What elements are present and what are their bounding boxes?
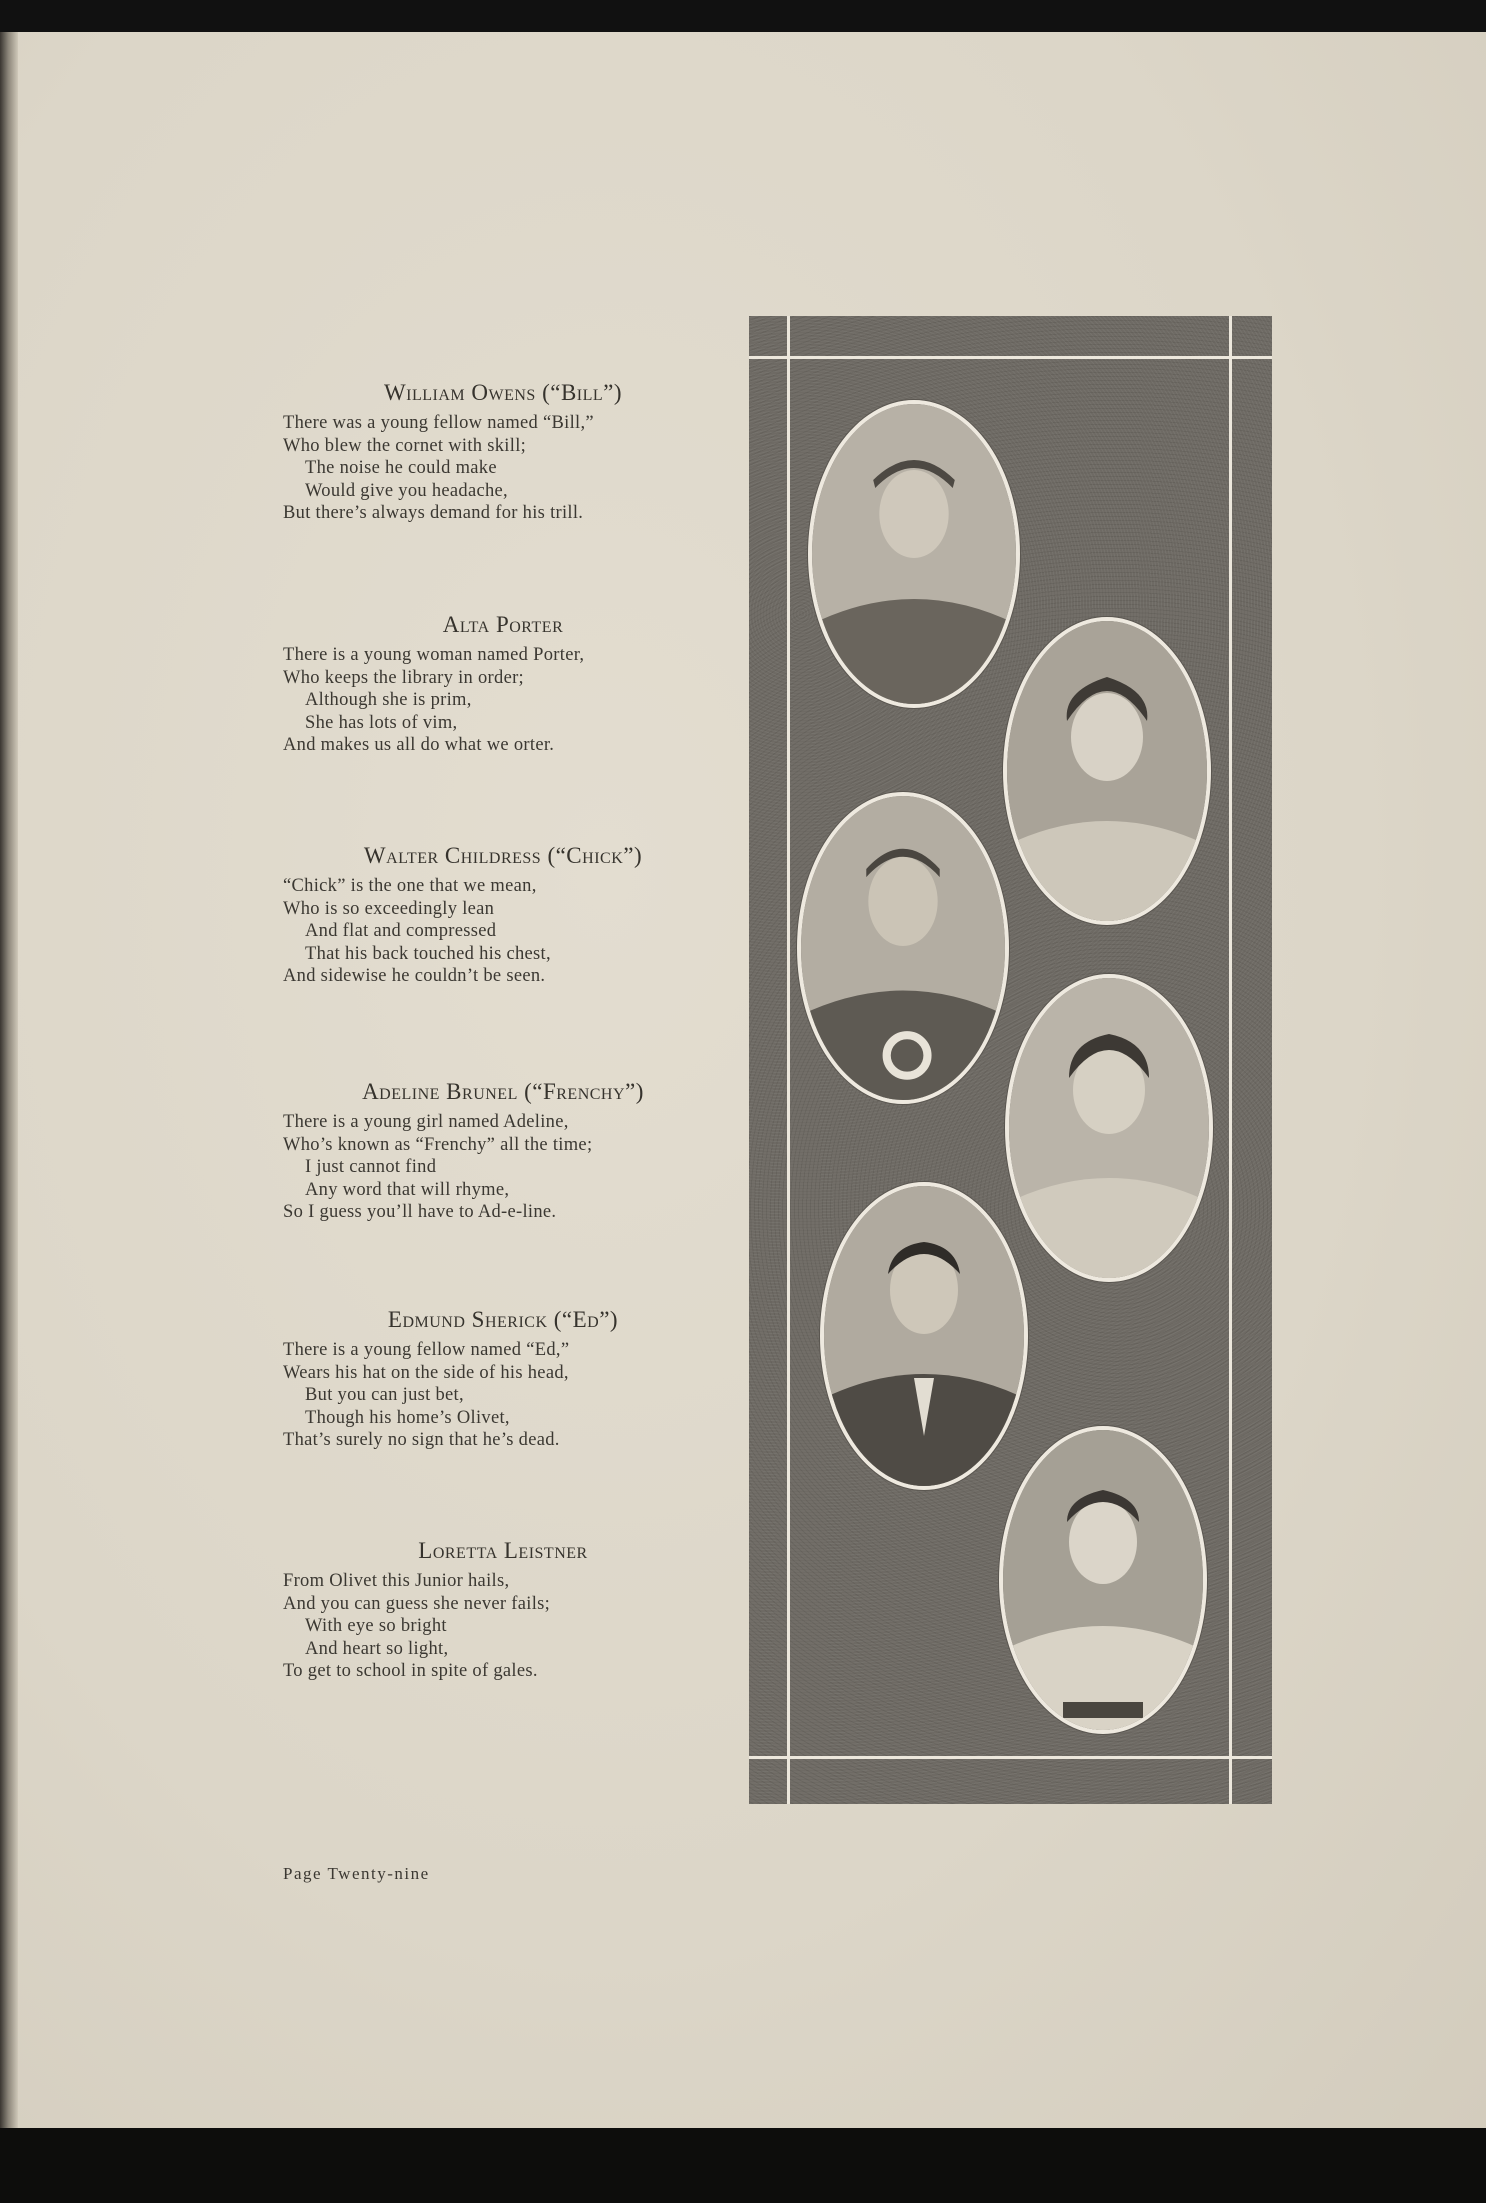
portrait-photo xyxy=(999,1426,1207,1734)
page-binding-edge xyxy=(0,32,18,2128)
verse-line: That’s surely no sign that he’s dead. xyxy=(283,1430,560,1450)
entry-name: William Owens (“Bill”) xyxy=(383,380,623,405)
verse-line: From Olivet this Junior hails, xyxy=(283,1571,510,1591)
entry-name: Loretta Leistner xyxy=(418,1538,588,1563)
portrait-face xyxy=(868,857,937,946)
verse-line: There is a young woman named Porter, xyxy=(283,645,585,665)
scan-top-border xyxy=(0,0,1486,32)
verse-line: To get to school in spite of gales. xyxy=(283,1661,538,1681)
portrait-clothes xyxy=(1009,1178,1209,1278)
entry-alta-porter xyxy=(283,612,723,757)
verse-line: And makes us all do what we orter. xyxy=(283,735,555,755)
panel-rule-bottom xyxy=(749,1756,1272,1759)
verse-line: And you can guess she never fails; xyxy=(283,1593,551,1614)
portrait-photo xyxy=(797,792,1009,1104)
portrait-image xyxy=(1009,978,1209,1278)
entry-walter-childress xyxy=(283,843,723,988)
entry-william-owens xyxy=(283,380,723,525)
portrait-face xyxy=(1069,1500,1137,1584)
verse-line: And flat and compressed xyxy=(305,921,497,941)
entry-name: Alta Porter xyxy=(442,612,564,637)
scan-bottom-border xyxy=(0,2128,1486,2203)
verse-line: I just cannot find xyxy=(305,1157,437,1177)
portrait-image xyxy=(812,404,1016,704)
verse-line: But you can just bet, xyxy=(305,1385,464,1405)
panel-rule-left xyxy=(787,316,790,1804)
entry-name: Adeline Brunel (“Frenchy”) xyxy=(362,1079,644,1104)
yearbook-page xyxy=(18,32,1486,2128)
verse-line: But there’s always demand for his trill. xyxy=(283,503,584,523)
entry-adeline-brunel xyxy=(283,1079,723,1224)
verse-line: Who blew the cornet with skill; xyxy=(283,435,527,456)
portrait-clothes xyxy=(801,991,1005,1100)
verse-line: Although she is prim, xyxy=(305,690,472,710)
entry-edmund-sherick xyxy=(283,1307,723,1452)
verse-line: Wears his hat on the side of his head, xyxy=(283,1362,569,1383)
portrait-image xyxy=(824,1186,1024,1486)
verse-line: There is a young girl named Adeline, xyxy=(283,1112,569,1132)
verse-line: There was a young fellow named “Bill,” xyxy=(283,413,594,433)
entry-loretta-leistner xyxy=(283,1538,723,1683)
portrait-image xyxy=(801,796,1005,1100)
verse-line: Any word that will rhyme, xyxy=(305,1179,510,1200)
verse-line: Who is so exceedingly lean xyxy=(283,898,495,919)
entry-name: Edmund Sherick (“Ed”) xyxy=(387,1307,619,1332)
verse-line: She has lots of vim, xyxy=(305,712,458,733)
limerick-column xyxy=(283,32,723,1832)
verse-line: And heart so light, xyxy=(305,1638,449,1659)
verse-line: So I guess you’ll have to Ad-e-line. xyxy=(283,1202,557,1222)
portrait-image xyxy=(1003,1430,1203,1730)
portrait-clothes xyxy=(812,599,1016,704)
page-number: Page Twenty-nine xyxy=(283,1864,430,1883)
panel-rule-right xyxy=(1229,316,1232,1804)
portrait-panel xyxy=(749,316,1272,1804)
portrait-photo xyxy=(1003,617,1211,925)
verse-line: Though his home’s Olivet, xyxy=(305,1407,510,1428)
portrait-clothes xyxy=(1007,821,1207,921)
verse-line: “Chick” is the one that we mean, xyxy=(283,876,537,896)
portrait-photo xyxy=(808,400,1020,708)
verse-line: And sidewise he couldn’t be seen. xyxy=(283,966,546,986)
verse-line: Would give you headache, xyxy=(305,480,508,501)
verse-line: With eye so bright xyxy=(305,1616,447,1636)
entry-name: Walter Childress (“Chick”) xyxy=(363,843,643,868)
portrait-face xyxy=(879,470,948,558)
portrait-face xyxy=(1071,693,1143,781)
portrait-photo xyxy=(820,1182,1028,1490)
verse-line: The noise he could make xyxy=(305,458,497,478)
verse-line: There is a young fellow named “Ed,” xyxy=(283,1340,570,1360)
verse-line: That his back touched his chest, xyxy=(305,943,551,964)
portrait-image xyxy=(1007,621,1207,921)
verse-line: Who keeps the library in order; xyxy=(283,667,524,688)
verse-line: Who’s known as “Frenchy” all the time; xyxy=(283,1134,593,1155)
portrait-photo xyxy=(1005,974,1213,1282)
panel-rule-top xyxy=(749,356,1272,359)
